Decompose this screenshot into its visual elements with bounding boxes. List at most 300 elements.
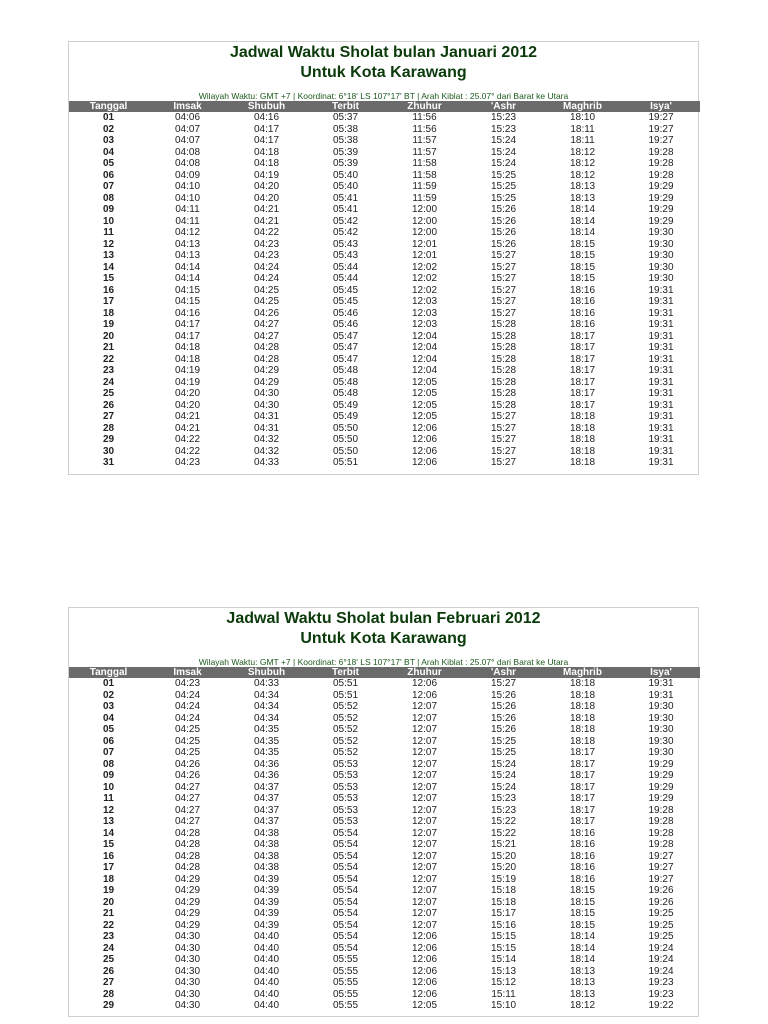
time-cell: 18:15 [569, 919, 596, 931]
time-cell: 15:28 [490, 365, 517, 376]
time-cell: 05:37 [332, 112, 359, 123]
date-cell: 17 [102, 862, 115, 873]
time-cell: 12:06 [411, 931, 438, 942]
time-cell: 12:04 [411, 365, 438, 376]
time-cell: 12:02 [411, 273, 438, 284]
table-row [69, 216, 700, 228]
time-cell: 12:01 [411, 250, 438, 261]
time-cell: 18:14 [569, 942, 596, 954]
time-cell: 04:13 [174, 250, 201, 261]
time-cell: 18:18 [569, 422, 596, 434]
time-cell: 18:17 [569, 353, 596, 365]
table-row [69, 759, 700, 771]
time-cell: 04:17 [253, 135, 280, 146]
time-cell: 18:12 [569, 1000, 596, 1011]
time-cell: 04:20 [174, 399, 201, 411]
time-cell: 12:03 [411, 307, 438, 319]
time-cell: 05:54 [332, 839, 359, 850]
time-cell: 04:10 [174, 192, 201, 204]
time-cell: 05:40 [332, 169, 359, 181]
time-cell: 18:17 [569, 758, 596, 770]
time-cell: 19:25 [648, 908, 674, 919]
time-cell: 18:11 [570, 135, 595, 146]
time-cell: 05:53 [332, 758, 359, 770]
time-cell: 19:31 [648, 296, 674, 307]
time-cell: 04:39 [253, 908, 280, 919]
table-row [69, 193, 700, 205]
time-cell: 18:17 [569, 770, 596, 781]
time-cell: 12:07 [411, 712, 438, 724]
column-header: Maghrib [543, 101, 622, 112]
date-cell: 12 [102, 804, 115, 816]
time-cell: 05:54 [332, 942, 359, 954]
time-cell: 18:16 [569, 284, 596, 296]
time-cell: 19:24 [648, 942, 674, 954]
time-cell: 15:18 [490, 885, 517, 896]
time-cell: 04:30 [174, 977, 201, 988]
time-cell: 19:31 [648, 342, 674, 353]
time-cell: 12:06 [411, 678, 438, 689]
time-cell: 04:17 [174, 330, 201, 342]
time-cell: 18:17 [569, 747, 596, 758]
time-cell: 15:24 [490, 135, 517, 146]
date-cell: 02 [102, 689, 115, 701]
time-cell: 12:02 [411, 261, 438, 273]
time-cell: 19:29 [648, 192, 674, 204]
date-cell: 09 [102, 770, 115, 781]
time-cell: 18:16 [569, 850, 596, 862]
time-cell: 15:17 [490, 908, 517, 919]
date-cell: 24 [102, 942, 115, 954]
date-cell: 19 [102, 319, 115, 330]
time-cell: 04:25 [174, 724, 201, 735]
time-cell: 19:27 [648, 850, 674, 862]
time-cell: 05:49 [332, 399, 359, 411]
time-cell: 05:54 [332, 908, 359, 919]
time-cell: 18:18 [569, 724, 596, 735]
time-cell: 18:18 [569, 457, 596, 468]
time-cell: 04:30 [174, 965, 201, 977]
date-cell: 27 [102, 411, 115, 422]
time-cell: 19:29 [648, 215, 674, 227]
time-cell: 04:27 [253, 330, 280, 342]
time-cell: 18:16 [569, 307, 596, 319]
table-row [69, 782, 700, 794]
table-row [69, 793, 700, 805]
time-cell: 12:07 [411, 793, 438, 804]
time-cell: 15:26 [490, 724, 517, 735]
time-cell: 12:07 [411, 724, 438, 735]
time-cell: 05:47 [332, 342, 359, 353]
time-cell: 15:14 [490, 954, 517, 965]
time-cell: 18:14 [569, 931, 596, 942]
table-row [69, 296, 700, 308]
time-cell: 04:22 [174, 445, 201, 457]
table-row [69, 250, 700, 262]
time-cell: 19:31 [648, 411, 674, 422]
time-cell: 05:45 [332, 296, 359, 307]
time-cell: 05:54 [332, 873, 359, 885]
time-cell: 15:25 [490, 169, 517, 181]
time-cell: 15:25 [490, 747, 517, 758]
time-cell: 18:17 [569, 781, 596, 793]
time-cell: 19:23 [648, 988, 674, 1000]
time-cell: 18:15 [569, 896, 596, 908]
time-cell: 05:55 [332, 1000, 359, 1011]
time-cell: 15:18 [490, 896, 517, 908]
date-cell: 03 [102, 135, 115, 146]
date-cell: 12 [102, 238, 115, 250]
time-cell: 05:55 [332, 977, 359, 988]
time-cell: 15:27 [490, 261, 517, 273]
time-cell: 05:38 [332, 123, 359, 135]
date-cell: 23 [102, 365, 115, 376]
time-cell: 19:24 [648, 954, 674, 965]
time-cell: 15:28 [490, 399, 517, 411]
time-cell: 12:05 [411, 411, 438, 422]
time-cell: 15:20 [490, 862, 517, 873]
time-cell: 12:05 [411, 399, 438, 411]
time-cell: 05:47 [332, 330, 359, 342]
column-header: 'Ashr [464, 667, 543, 678]
time-cell: 12:07 [411, 735, 438, 747]
time-cell: 15:27 [490, 307, 517, 319]
time-cell: 04:14 [174, 261, 201, 273]
time-cell: 04:27 [253, 319, 280, 330]
time-cell: 15:25 [490, 735, 517, 747]
date-cell: 10 [102, 781, 115, 793]
date-cell: 25 [102, 388, 115, 399]
column-header: Imsak [148, 667, 227, 678]
time-cell: 04:18 [253, 158, 280, 169]
date-cell: 22 [102, 919, 115, 931]
time-cell: 05:39 [332, 158, 359, 169]
time-cell: 19:28 [648, 827, 674, 839]
time-cell: 04:38 [253, 839, 280, 850]
date-cell: 11 [103, 227, 114, 238]
time-cell: 19:30 [648, 273, 674, 284]
time-cell: 04:35 [253, 747, 280, 758]
time-cell: 18:12 [569, 158, 596, 169]
date-cell: 29 [102, 1000, 115, 1011]
time-cell: 04:29 [174, 885, 201, 896]
time-cell: 15:26 [490, 689, 517, 701]
time-cell: 05:45 [332, 284, 359, 296]
time-cell: 19:31 [648, 376, 674, 388]
table-row [69, 851, 700, 863]
time-cell: 04:17 [253, 123, 280, 135]
time-cell: 12:06 [411, 942, 438, 954]
time-cell: 12:07 [411, 862, 438, 873]
date-cell: 26 [102, 399, 115, 411]
time-cell: 19:31 [648, 457, 674, 468]
prayer-schedule-table [69, 101, 700, 469]
time-cell: 04:40 [253, 1000, 280, 1011]
time-cell: 04:28 [174, 862, 201, 873]
time-cell: 04:28 [253, 342, 280, 353]
time-cell: 05:41 [332, 192, 359, 204]
time-cell: 04:19 [253, 169, 280, 181]
time-cell: 15:27 [490, 434, 517, 445]
time-cell: 19:29 [648, 181, 674, 192]
table-row [69, 966, 700, 978]
time-cell: 04:35 [253, 724, 280, 735]
time-cell: 04:29 [174, 908, 201, 919]
time-cell: 12:00 [411, 215, 438, 227]
time-cell: 18:11 [570, 123, 595, 135]
table-row [69, 747, 700, 759]
time-cell: 12:07 [411, 827, 438, 839]
date-cell: 07 [102, 181, 115, 192]
time-cell: 15:23 [490, 804, 517, 816]
time-cell: 18:13 [569, 977, 596, 988]
time-cell: 19:30 [648, 261, 674, 273]
table-subtitle: Untuk Kota Karawang [300, 64, 467, 81]
time-cell: 04:39 [253, 919, 280, 931]
time-cell: 04:29 [174, 896, 201, 908]
time-cell: 04:24 [253, 261, 280, 273]
time-cell: 19:31 [648, 445, 674, 457]
time-cell: 19:31 [648, 319, 674, 330]
time-cell: 04:26 [174, 758, 201, 770]
time-cell: 15:27 [490, 422, 517, 434]
time-cell: 04:24 [253, 273, 280, 284]
time-cell: 15:26 [490, 215, 517, 227]
table-row [69, 931, 700, 943]
table-row [69, 147, 700, 159]
time-cell: 18:17 [569, 330, 596, 342]
time-cell: 15:19 [490, 873, 517, 885]
table-row [69, 262, 700, 274]
time-cell: 18:17 [569, 388, 596, 399]
time-cell: 05:52 [332, 724, 359, 735]
time-cell: 04:30 [174, 942, 201, 954]
table-row [69, 954, 700, 966]
date-cell: 10 [102, 215, 115, 227]
time-cell: 18:17 [569, 399, 596, 411]
time-cell: 05:54 [332, 827, 359, 839]
time-cell: 12:06 [411, 965, 438, 977]
table-row [69, 816, 700, 828]
time-cell: 04:40 [253, 988, 280, 1000]
time-cell: 15:10 [490, 1000, 517, 1011]
date-cell: 06 [102, 169, 115, 181]
time-cell: 05:54 [332, 885, 359, 896]
time-cell: 04:34 [253, 701, 280, 712]
time-cell: 05:52 [332, 747, 359, 758]
table-row [69, 124, 700, 136]
date-cell: 03 [102, 701, 115, 712]
time-cell: 05:53 [332, 804, 359, 816]
time-cell: 05:53 [332, 770, 359, 781]
date-cell: 01 [102, 678, 115, 689]
time-cell: 12:06 [411, 457, 438, 468]
time-cell: 05:48 [332, 388, 359, 399]
time-cell: 04:24 [174, 689, 201, 701]
time-cell: 15:28 [490, 330, 517, 342]
time-cell: 12:07 [411, 850, 438, 862]
column-header: Terbit [306, 667, 385, 678]
schedule-panel-january [68, 41, 699, 475]
time-cell: 18:18 [569, 445, 596, 457]
table-row [69, 411, 700, 423]
time-cell: 15:28 [490, 319, 517, 330]
time-cell: 04:25 [253, 284, 280, 296]
time-cell: 04:29 [174, 919, 201, 931]
time-cell: 18:15 [569, 885, 596, 896]
time-cell: 05:43 [332, 250, 359, 261]
time-cell: 19:26 [648, 896, 674, 908]
time-cell: 12:04 [411, 353, 438, 365]
time-cell: 15:28 [490, 376, 517, 388]
time-cell: 18:12 [569, 169, 596, 181]
time-cell: 15:23 [490, 123, 517, 135]
table-row [69, 434, 700, 446]
time-cell: 05:54 [332, 896, 359, 908]
date-cell: 13 [102, 250, 115, 261]
time-cell: 15:26 [490, 238, 517, 250]
time-cell: 05:54 [332, 850, 359, 862]
time-cell: 04:32 [253, 445, 280, 457]
table-row [69, 239, 700, 251]
date-cell: 15 [102, 839, 115, 850]
time-cell: 15:24 [490, 758, 517, 770]
time-cell: 19:30 [648, 250, 674, 261]
time-cell: 18:16 [569, 319, 596, 330]
time-cell: 12:07 [411, 747, 438, 758]
time-cell: 18:15 [569, 261, 596, 273]
table-row [69, 181, 700, 193]
time-cell: 19:31 [648, 330, 674, 342]
time-cell: 04:06 [174, 112, 201, 123]
time-cell: 19:25 [648, 919, 674, 931]
time-cell: 15:23 [490, 112, 517, 123]
date-cell: 20 [102, 896, 115, 908]
table-row [69, 862, 700, 874]
time-cell: 04:20 [174, 388, 201, 399]
date-cell: 25 [102, 954, 115, 965]
time-cell: 05:41 [332, 204, 359, 215]
table-row [69, 354, 700, 366]
date-cell: 15 [102, 273, 115, 284]
date-cell: 23 [102, 931, 115, 942]
time-cell: 18:17 [569, 816, 596, 827]
table-row [69, 377, 700, 389]
time-cell: 18:13 [569, 181, 596, 192]
time-cell: 11:59 [412, 192, 437, 204]
time-cell: 12:04 [411, 330, 438, 342]
time-cell: 04:15 [174, 296, 201, 307]
date-cell: 13 [102, 816, 115, 827]
time-cell: 15:27 [490, 296, 517, 307]
table-row [69, 423, 700, 435]
time-cell: 18:17 [569, 376, 596, 388]
time-cell: 04:25 [253, 296, 280, 307]
table-row [69, 920, 700, 932]
table-row [69, 273, 700, 285]
time-cell: 04:23 [253, 250, 280, 261]
time-cell: 15:16 [490, 919, 517, 931]
time-cell: 19:29 [648, 770, 674, 781]
time-cell: 04:29 [174, 873, 201, 885]
date-cell: 28 [102, 988, 115, 1000]
time-cell: 19:27 [648, 123, 674, 135]
time-cell: 12:05 [411, 1000, 438, 1011]
time-cell: 19:26 [648, 885, 674, 896]
time-cell: 04:28 [253, 353, 280, 365]
time-cell: 12:04 [411, 342, 438, 353]
date-cell: 08 [102, 192, 115, 204]
time-cell: 15:11 [491, 988, 516, 1000]
time-cell: 04:39 [253, 873, 280, 885]
time-cell: 04:18 [174, 353, 201, 365]
time-cell: 19:31 [648, 422, 674, 434]
time-cell: 12:06 [411, 689, 438, 701]
date-cell: 19 [102, 885, 115, 896]
time-cell: 05:50 [332, 445, 359, 457]
table-row [69, 989, 700, 1001]
time-cell: 18:16 [569, 862, 596, 873]
time-cell: 19:30 [648, 724, 674, 735]
time-cell: 04:38 [253, 850, 280, 862]
table-row [69, 204, 700, 216]
time-cell: 19:24 [648, 965, 674, 977]
time-cell: 15:22 [490, 816, 517, 827]
time-cell: 18:16 [569, 873, 596, 885]
time-cell: 15:24 [490, 781, 517, 793]
time-cell: 19:30 [648, 747, 674, 758]
time-cell: 11:58 [412, 158, 437, 169]
time-cell: 05:38 [332, 135, 359, 146]
time-cell: 05:51 [332, 689, 359, 701]
time-cell: 05:50 [332, 434, 359, 445]
time-cell: 05:55 [332, 954, 359, 965]
column-header: Imsak [148, 101, 227, 112]
time-cell: 04:28 [174, 827, 201, 839]
table-row [69, 713, 700, 725]
time-cell: 15:27 [490, 411, 517, 422]
table-row [69, 227, 700, 239]
time-cell: 15:28 [490, 388, 517, 399]
time-cell: 19:29 [648, 793, 674, 804]
time-cell: 12:05 [411, 376, 438, 388]
time-cell: 04:29 [253, 376, 280, 388]
time-cell: 04:21 [174, 422, 201, 434]
time-cell: 18:13 [569, 192, 596, 204]
table-title: Jadwal Waktu Sholat bulan Januari 2012 [229, 44, 538, 61]
time-cell: 12:07 [411, 701, 438, 712]
time-cell: 05:46 [332, 307, 359, 319]
time-cell: 04:27 [174, 816, 201, 827]
table-row [69, 874, 700, 886]
time-cell: 12:07 [411, 908, 438, 919]
date-cell: 09 [102, 204, 115, 215]
time-cell: 18:15 [569, 238, 596, 250]
time-cell: 04:24 [174, 701, 201, 712]
time-cell: 11:57 [412, 146, 437, 158]
time-cell: 04:07 [174, 123, 201, 135]
time-cell: 05:54 [332, 862, 359, 873]
time-cell: 05:52 [332, 701, 359, 712]
location-meta: Wilayah Waktu: GMT +7 | Koordinat: 6°18' LS 107°17' BT | Arah Kiblat : 25.07° dari Barat ke Utara [198, 657, 569, 667]
time-cell: 15:26 [490, 712, 517, 724]
time-cell: 12:06 [411, 954, 438, 965]
date-cell: 29 [102, 434, 115, 445]
time-cell: 15:27 [490, 457, 517, 468]
time-cell: 05:46 [332, 319, 359, 330]
time-cell: 15:20 [490, 850, 517, 862]
time-cell: 04:18 [253, 146, 280, 158]
